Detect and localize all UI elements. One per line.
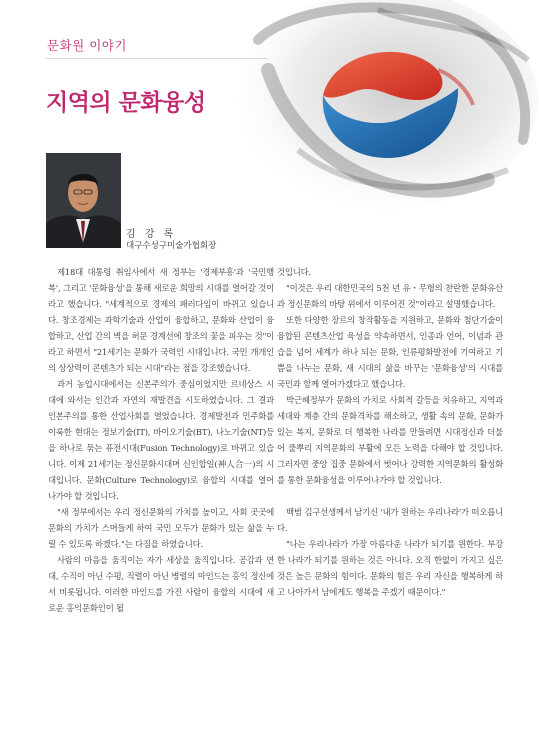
paragraph: 박근혜정부가 문화의 가치로 사회적 갈등을 치유하고, 지역과 세대와 계층 간의 문화격차를 해소하고, 생활 속의 문화, 문화가 있는 복지, 문화로 더 행복한 나라를 만들려면 시대정신과 더불어 풀뿌리 지역문화의 부활에 모든 노력을 다해야 할 것입니다. 그러자면 중앙 집중 문화에서 벗어나 강력한 지역문화의 활성화를 통한 문화융성을 이루어나가야 할 것입니다. — [277, 395, 503, 485]
paragraph: 제18대 대통령 취임사에서 새 정부는 '경제부흥'과 '국민행복', 그리고 '문화융성'을 통해 새로운 희망의 시대를 열어갈 것이라고 했습니다. "세계적으로 경제의 패러다임이 바뀌고 있습니다. 창조경제는 과학기술과 산업이 융합하고, 문화와 산업이 융합하고, 산업 간의 벽을 허문 경계선에 창조의 꽃을 피우는 것"이라고 하면서 "21세기는 문화가 국력인 시대입니다. 국민 개개인의 상상력이 콘텐츠가 되는 시대"라는 점을 강조했습니다. — [48, 267, 274, 373]
body-column-right — [277, 264, 503, 600]
author-portrait-icon — [46, 153, 121, 248]
author-role: 대구수성구미술가협회장 — [126, 241, 217, 251]
page-title: 지역의 문화융성 — [46, 90, 206, 116]
paragraph: 또한 다양한 장르의 창작활동을 지원하고, 문화와 첨단기술이 융합된 콘텐츠산업 육성을 약속하면서, 인종과 언어, 이념과 관습을 넘어 세계가 하나 되는 문화, 인류평화발전에 기여하고 기쁨을 나누는 문화, 새 시대의 삶을 바꾸는 '문화융성'의 시대를 국민과 함께 열어가겠다고 했습니다. — [277, 315, 503, 389]
author-name: 김 강 록 — [126, 229, 177, 240]
paragraph: 백범 김구선생께서 남기신 '내가 원하는 우리나라'가 떠오릅니다. — [277, 507, 503, 533]
body-column-left — [48, 264, 274, 616]
taegeuk-artwork — [228, 0, 539, 222]
author-photo — [46, 153, 121, 248]
paragraph: 과거 농업시대에서는 신본주의가 중심이었지만 르네상스 시대에 와서는 인간과 자연의 재발견을 시도하였습니다. 그 결과 인본주의를 통한 산업사회를 열었습니다. 경제발전과 민주화를 이룩한 현대는 정보기술(IT), 바이오기술(BT), 나노기술(NT)등을 하나로 묶는 퓨전시대(Fusion Technology)로 바뀌고 있습니다. 이제 21세기는 정신문화시대며 신인합일(神人合一)의 시대입니다. 문화(Culture Technology)로 융합의 시대를 열어 나가야 할 것입니다. — [48, 379, 274, 501]
paragraph: 사람의 마음을 움직이는 자가 세상을 움직입니다. 공감과 연대, 수직이 아닌 수평, 직렬이 아닌 병렬의 마인드는 홍익 정신에서 비롯됩니다. 이러한 마인드를 가진 사람이 융합의 시대에 새로운 홍익문화인이 될 — [48, 555, 274, 613]
paragraph: "나는 우리나라가 가장 아름다운 나라가 되기를 원한다. 부강한 나라가 되기를 원하는 것은 아니다. 오직 한없이 가지고 싶은 것은 높은 문화의 힘이다. 문화의 힘은 우리 자신을 행복하게 하고 나아가서 남에게도 행복을 주겠기 때문이다." — [277, 539, 503, 597]
paragraph: "이것은 우리 대한민국의 5천 년 유・무형의 찬란한 문화유산과 정신문화의 바탕 위에서 이루어진 것"이라고 설명했습니다. — [277, 283, 503, 309]
taegeuk-brush-icon — [228, 0, 539, 222]
paragraph-spacer — [277, 488, 503, 504]
section-label: 문화원 이야기 — [47, 38, 127, 53]
paragraph: 것입니다. — [277, 267, 312, 277]
paragraph: "새 정부에서는 우리 정신문화의 가치를 높이고, 사회 곳곳에 문화의 가치가 스며들게 하여 국민 모두가 문화가 있는 삶을 누릴 수 있도록 하겠다."는 다짐을 하였습니다. — [48, 507, 274, 549]
